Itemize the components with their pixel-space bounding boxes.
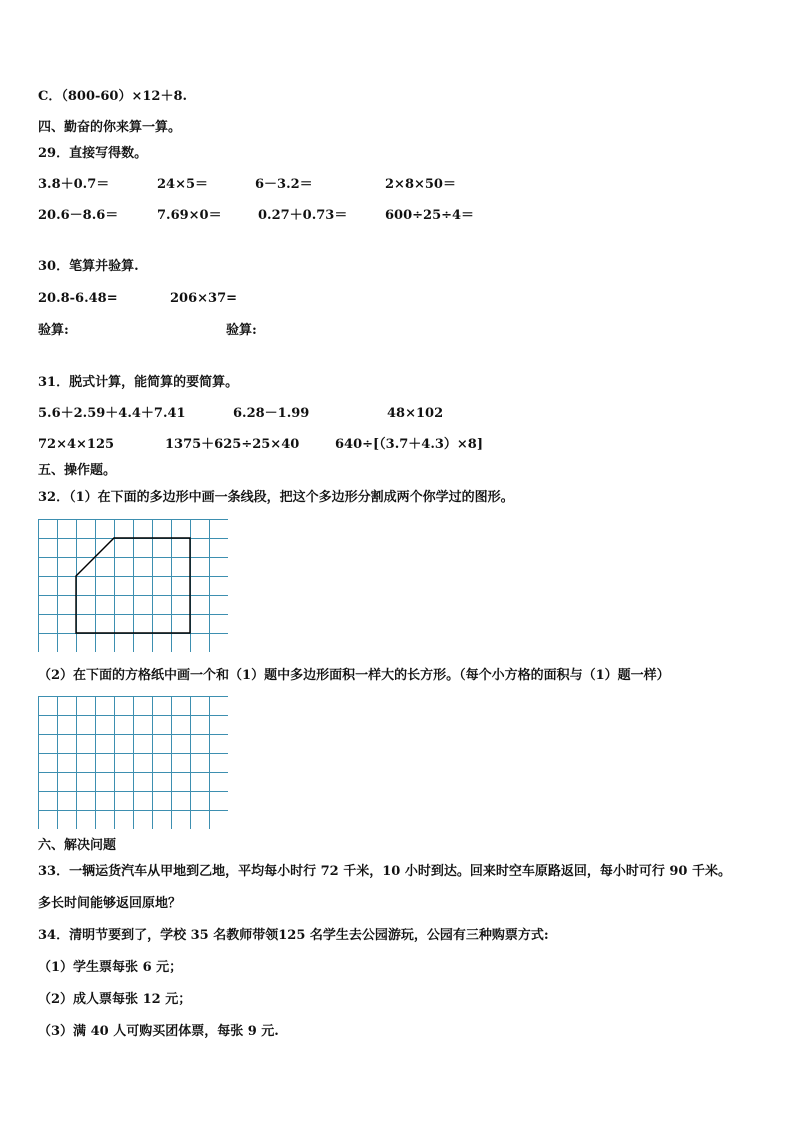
q34-option: （3）满 40 人可购买团体票，每张 9 元. bbox=[38, 1024, 279, 1039]
q30-item: 20.8-6.48= bbox=[38, 291, 118, 306]
section-5-heading: 五、操作题。 bbox=[38, 463, 117, 478]
q31-item: 48×102 bbox=[387, 406, 444, 421]
q31-item: 5.6＋2.59＋4.4＋7.41 bbox=[38, 406, 186, 421]
q31-item: 6.28－1.99 bbox=[233, 406, 310, 421]
option-c: C．（800-60）×12＋8. bbox=[38, 89, 188, 104]
question-31: 31．脱式计算，能简算的要简算。 bbox=[38, 375, 239, 390]
q29-item: 6－3.2＝ bbox=[255, 177, 313, 192]
q29-item: 600÷25÷4＝ bbox=[385, 208, 475, 223]
q30-check-label: 验算: bbox=[226, 323, 257, 338]
question-34: 34．清明节要到了，学校 35 名教师带领125 名学生去公园游玩，公园有三种购票方式: bbox=[38, 928, 549, 943]
question-29: 29．直接写得数。 bbox=[38, 146, 148, 161]
q31-item: 1375＋625÷25×40 bbox=[165, 437, 300, 452]
q29-item: 3.8＋0.7＝ bbox=[38, 177, 110, 192]
q29-item: 0.27＋0.73＝ bbox=[258, 208, 348, 223]
q29-item: 7.69×0＝ bbox=[157, 208, 222, 223]
section-6-heading: 六、解决问题 bbox=[38, 838, 117, 853]
question-32-part-1: 32．（1）在下面的多边形中画一条线段，把这个多边形分割成两个你学过的图形。 bbox=[38, 490, 514, 505]
q29-item: 24×5＝ bbox=[157, 177, 209, 192]
q34-option: （2）成人票每张 12 元； bbox=[38, 992, 192, 1007]
grid-empty bbox=[38, 696, 228, 829]
question-33-line-2: 多长时间能够返回原地？ bbox=[38, 896, 182, 911]
question-33-line-1: 33．一辆运货汽车从甲地到乙地，平均每小时行 72 千米，10 小时到达。回来时空车原路返回，每小时可行 90 千米。 bbox=[38, 864, 731, 879]
q29-item: 2×8×50＝ bbox=[385, 177, 456, 192]
q31-item: 72×4×125 bbox=[38, 437, 115, 452]
q29-item: 20.6－8.6＝ bbox=[38, 208, 119, 223]
q30-item: 206×37= bbox=[170, 291, 238, 306]
question-32-part-2: （2）在下面的方格纸中画一个和（1）题中多边形面积一样大的长方形。（每个小方格的面积与（1）题一样） bbox=[38, 668, 670, 683]
q30-check-label: 验算: bbox=[38, 323, 69, 338]
grid-polygon bbox=[38, 519, 228, 652]
section-4-heading: 四、勤奋的你来算一算。 bbox=[38, 120, 182, 135]
q31-item: 640÷[（3.7＋4.3）×8] bbox=[335, 437, 484, 452]
question-30: 30．笔算并验算. bbox=[38, 259, 139, 274]
q34-option: （1）学生票每张 6 元； bbox=[38, 960, 183, 975]
